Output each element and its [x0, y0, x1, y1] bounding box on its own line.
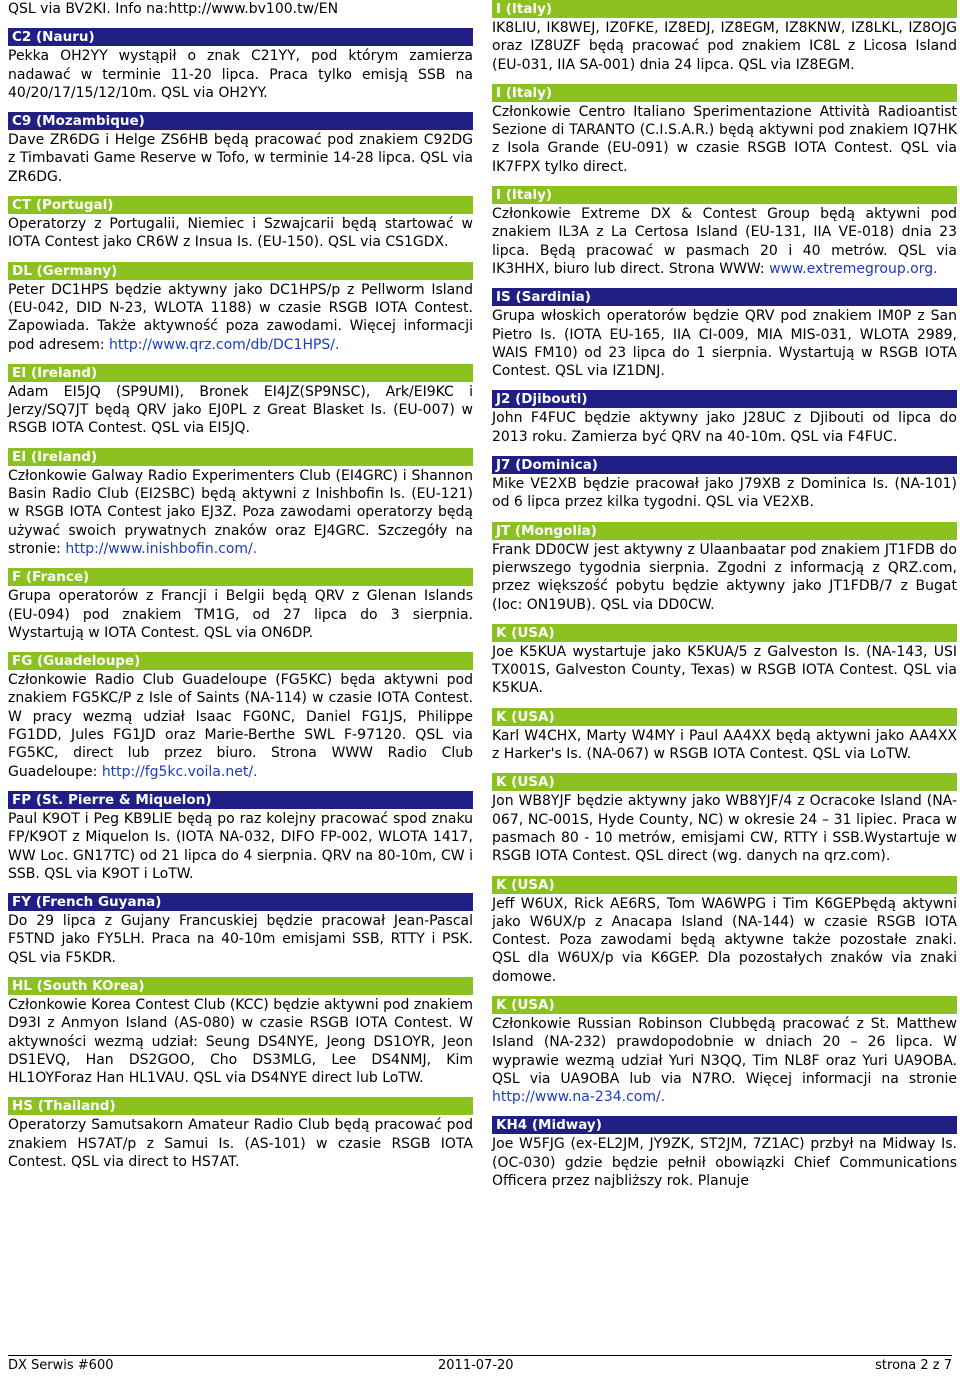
dx-entry: [8, 1097, 473, 1171]
entry-body: [8, 281, 473, 354]
entry-heading: CT (Portugal): [8, 196, 473, 214]
dx-entry: [8, 977, 473, 1087]
dx-entry: [492, 773, 957, 865]
dx-entry: [8, 262, 473, 354]
entry-text: Członkowie Korea Contest Club (KCC) będzie aktywni pod znakiem D93I z Anmyon Island (AS-080) w czasie RSGB IOTA Contest. W aktywności wezmą udział: Seung DS4NYE, Jeong DS1OYR, Jeon DS1EVQ, Han DS2GOO, Cho DS3MLG, Lee DS4NMJ, Kim HL1OYForaz Han HL1VAU. QSL via DS4NYE direct lub LoTW.: [8, 996, 473, 1087]
dx-entry: [492, 390, 957, 446]
entry-body: [492, 103, 957, 176]
entry-heading: IS (Sardinia): [492, 288, 957, 306]
entry-text: Mike VE2XB będzie pracował jako J79XB z Dominica Is. (NA-101) od 6 lipca przez kilka tygodni. QSL via VE2XB.: [492, 476, 957, 511]
dx-entry: [8, 568, 473, 642]
dx-entry: [8, 28, 473, 102]
entry-heading: K (USA): [492, 876, 957, 894]
entry-text: Joe K5KUA wystartuje jako K5KUA/5 z Galveston Is. (NA-143, USI TX001S, Galveston County, Texas) w RSGB IOTA Contest. QSL via K5KUA.: [492, 643, 957, 697]
entry-heading: EI (Ireland): [8, 364, 473, 382]
entry-body: [492, 1135, 957, 1190]
entry-heading: I (Italy): [492, 186, 957, 204]
entry-link[interactable]: http://fg5kc.voila.net/.: [101, 763, 258, 780]
entry-body: [492, 1015, 957, 1106]
entry-body: [8, 996, 473, 1087]
entry-heading: KH4 (Midway): [492, 1116, 957, 1134]
entry-text: Członkowie Galway Radio Experimenters Club (EI4GRC) i Shannon Basin Radio Club (EI2SBC) będą aktywni z Inishbofin Is. (EU-121) w RSGB IOTA Contest jako EJ3Z. Poza zawodami operatorzy będą używać swoich prywatnych znaków oraz EJ4GRC. Szczegóły na stronie:: [8, 467, 473, 557]
entry-text: Grupa operatorów z Francji i Belgii będą QRV z Glenan Islands (EU-094) pod znakiem TM1G, od 27 lipca do 3 sierpnia. Wystartują w IOTA Contest. QSL via ON6DP.: [8, 588, 473, 641]
entry-body: [492, 205, 957, 278]
entry-body: [492, 727, 957, 764]
dx-entry: [8, 893, 473, 967]
entry-heading: J2 (Djibouti): [492, 390, 957, 408]
dx-entry: [8, 448, 473, 558]
entry-body: [492, 307, 957, 380]
footer-issue: DX Serwis #600: [8, 1358, 114, 1373]
entry-text: Do 29 lipca z Gujany Francuskiej będzie pracował Jean-Pascal F5TND jako FY5LH. Praca na 40-10m emisjami SSB, RTTY i PSK. QSL via F5KDR.: [8, 913, 473, 966]
dx-entry: [492, 876, 957, 986]
entry-text: Karl W4CHX, Marty W4MY i Paul AA4XX będą aktywni jako AA4XX z Harker's Is. (NA-067) w RSGB IOTA Contest. QSL via LoTW.: [492, 727, 957, 763]
entry-text: Operatorzy z Portugalii, Niemiec i Szwajcarii będą startować w IOTA Contest jako CR6W z Insua Is. (EU-150). QSL via CS1GDX.: [8, 216, 473, 251]
entry-heading: FY (French Guyana): [8, 893, 473, 911]
dx-entry: [8, 791, 473, 883]
entry-body: [8, 467, 473, 558]
footer-page: strona 2 z 7: [875, 1358, 952, 1373]
entry-text: Operatorzy Samutsakorn Amateur Radio Club będą pracować pod znakiem HS7AT/p z Samui Is. (AS-101) w czasie RSGB IOTA Contest. QSL via direct to HS7AT.: [8, 1117, 473, 1171]
entry-heading: JT (Mongolia): [492, 522, 957, 540]
dx-entry: [492, 186, 957, 278]
dx-entry: [8, 112, 473, 186]
dx-entry: [492, 996, 957, 1106]
entry-body: [8, 131, 473, 186]
footer-date: 2011-07-20: [438, 1358, 514, 1373]
entry-text: Dave ZR6DG i Helge ZS6HB będą pracować pod znakiem C92DG z Timbavati Game Reserve w Tofo, w terminie 14-28 lipca. QSL via ZR6DG.: [8, 132, 473, 185]
entry-link[interactable]: http://www.inishbofin.com/.: [65, 540, 258, 557]
entry-text: Peter DC1HPS będzie aktywny jako DC1HPS/p z Pellworm Island (EU-042, DID N-23, WLOTA 1188) w czasie RSGB IOTA Contest. Zapowiada. Także aktywność poza zawodami. Więcej informacji pod adresem:: [8, 281, 473, 353]
entry-heading: K (USA): [492, 996, 957, 1014]
page-footer: [8, 1355, 952, 1376]
entry-heading: I (Italy): [492, 0, 957, 18]
entry-heading: EI (Ireland): [8, 448, 473, 466]
dx-entry: [492, 522, 957, 614]
entry-heading: I (Italy): [492, 84, 957, 102]
entry-link[interactable]: www.extremegroup.org.: [769, 260, 938, 277]
dx-entry: [8, 196, 473, 252]
dx-entry: [492, 708, 957, 764]
entry-body: [492, 541, 957, 614]
entry-text: Członkowie Radio Club Guadeloupe (FG5KC) będa aktywni pod znakiem FG5KC/P z Isle of Saints (NA-114) w czasie IOTA Contest. W pracy wezmą udział Isaac FG0NC, Daniel FG1JS, Philippe FG1DD, Jules FG1JD oraz Marie-Berthe SWL F-97120. QSL via FG5KC, direct lub przez biuro. Strona WWW Radio Club Guadeloupe:: [8, 672, 473, 780]
entry-text: Członkowie Centro Italiano Sperimentazione Attività Radioantist Sezione di TARANTO (C.I.S.A.R.) będą aktywni pod znakiem IQ7HK z Isola Grande (EU-091) w czasie RSGB IOTA Contest. QSL via IK7FPX tylko direct.: [492, 103, 957, 175]
right-column: [492, 0, 957, 1200]
dx-entry: [492, 624, 957, 698]
entry-text: Pekka OH2YY wystąpił o znak C21YY, pod którym zamierza nadawać w terminie 11-20 lipca. Praca tylko emisją SSB na 40/20/17/15/12/10m. QSL via OH2YY.: [8, 48, 473, 101]
entry-heading: K (USA): [492, 624, 957, 642]
left-column: [8, 0, 473, 1181]
lead-text: QSL via BV2KI. Info na:http://www.bv100.tw/EN: [8, 1, 339, 17]
dx-entry: [492, 456, 957, 512]
entry-heading: FP (St. Pierre & Miquelon): [8, 791, 473, 809]
entry-text: IK8LIU, IK8WEJ, IZ0FKE, IZ8EDJ, IZ8EGM, IZ8KNW, IZ8LKL, IZ8OJG oraz IZ8UZF będą pracować pod znakiem IC8L z Licosa Island (EU-031, IIA SA-001) dnia 24 lipca. QSL via IZ8EGM.: [492, 20, 957, 73]
entry-body: [492, 643, 957, 698]
entry-text: Grupa włoskich operatorów będzie QRV pod znakiem IM0P z San Pietro Is. (IOTA EU-165, IIA CI-009, MIA MIS-031, WLOTA 2989, WAIS FM10) od 23 lipca do 1 sierpnia. Wystartują w RSGB IOTA Contest. QSL via IZ1DNJ.: [492, 308, 957, 380]
dx-entry: [492, 1116, 957, 1190]
entry-heading: HL (South KOrea): [8, 977, 473, 995]
entry-body: [8, 587, 473, 642]
entry-heading: C9 (Mozambique): [8, 112, 473, 130]
entry-body: [8, 383, 473, 438]
dx-entry: [8, 652, 473, 781]
entry-link[interactable]: http://www.na-234.com/.: [492, 1089, 666, 1106]
entry-heading: FG (Guadeloupe): [8, 652, 473, 670]
entry-heading: K (USA): [492, 708, 957, 726]
entry-body: [492, 475, 957, 512]
dx-entry: [492, 0, 957, 74]
entry-heading: F (France): [8, 568, 473, 586]
entry-text: John F4FUC będzie aktywny jako J28UC z Djibouti od lipca do 2013 roku. Zamierza być QRV na 40-10m. QSL via F4FUC.: [492, 410, 957, 445]
entry-text: Paul K9OT i Peg KB9LIE będą po raz kolejny pracować spod znaku FP/K9OT z Miquelon Is. (IOTA NA-032, DIFO FP-002, WLOTA 1417, WW Loc. GN17TC) od 21 lipca do 4 sierpnia. QRV na 80-10m, CW i SSB. QSL via K9OT i LoTW.: [8, 810, 473, 882]
entry-body: [8, 1116, 473, 1171]
dx-entry: [8, 364, 473, 438]
entry-link[interactable]: http://www.qrz.com/db/DC1HPS/.: [109, 336, 340, 353]
entry-heading: J7 (Dominica): [492, 456, 957, 474]
entry-body: [8, 912, 473, 967]
entry-text: Jon WB8YJF będzie aktywny jako WB8YJF/4 z Ocracoke Island (NA-067, NC-001S, Hyde County, NC) w okresie 24 – 31 lipiec. Praca w pasmach 80 - 10 metrów, emisjami CW, RTTY i SSB.Wystartuje w RSGB IOTA Contest. QSL direct (wg. danych na qrz.com).: [492, 793, 957, 865]
entry-text: Jeff W6UX, Rick AE6RS, Tom WA6WPG i Tim K6GEPbędą aktywni jako W6UX/p z Anacapa Island (NA-144) w czasie RSGB IOTA Contest. Poza zawodami będą aktywne także pozostałe znaki. QSL dla W6UX/p via K6GEP. Dla pozostałych znaków via znaki domowe.: [492, 895, 957, 985]
entry-body: [8, 671, 473, 781]
entry-body: [8, 810, 473, 883]
entry-heading: K (USA): [492, 773, 957, 791]
entry-body: [492, 792, 957, 865]
entry-heading: HS (Thailand): [8, 1097, 473, 1115]
entry-text: Adam EI5JQ (SP9UMI), Bronek EI4JZ(SP9NSC), Ark/EI9KC i Jerzy/SQ7JT będą QRV jako EJ0PL z Great Blasket Is. (EU-007) w RSGB IOTA Contest. QSL via EI5JQ.: [8, 383, 473, 437]
entry-heading: DL (Germany): [8, 262, 473, 280]
dx-entry: [492, 84, 957, 176]
entry-body: [492, 409, 957, 446]
dx-entry: [492, 288, 957, 380]
entry-body: [492, 19, 957, 74]
entry-body: [8, 215, 473, 252]
entry-text: Frank DD0CW jest aktywny z Ulaanbaatar pod znakiem JT1FDB do pierwszego tygodnia sierpnia. Zgodni z informacją z QRZ.com, przez większość pobytu będzie aktywny jako JT1FDB/7 z Bugat (loc: ON19UB). QSL via DD0CW.: [492, 541, 957, 613]
entry-body: [8, 47, 473, 102]
entry-text: Joe W5FJG (ex-EL2JM, JY9ZK, ST2JM, 7Z1AC) przbył na Midway Is. (OC-030) gdzie będzie pełnił obowiązki Chief Communications Officera przez najbliższy rok. Planuje: [492, 1136, 957, 1190]
entry-heading: C2 (Nauru): [8, 28, 473, 46]
entry-text: Członkowie Russian Robinson Clubbędą pracować z St. Matthew Island (NA-232) prawdopodobnie w dniach 20 – 26 lipca. W wyprawie wezmą udział Yuri N3QQ, Tim NL8F oraz Yuri UA9OBA. QSL via UA9OBA lub via N7RO. Więcej informacji na stronie: [492, 1015, 957, 1087]
entry-body: [492, 895, 957, 986]
entry-text: Członkowie Extreme DX & Contest Group będą aktywni pod znakiem IL3A z La Certosa Island (EU-131, IIA VE-018) dnia 23 lipca. Będą pracować w pasmach 20 i 40 metrów. QSL via IK3HHX, biuro lub direct. Strona WWW:: [492, 206, 957, 277]
